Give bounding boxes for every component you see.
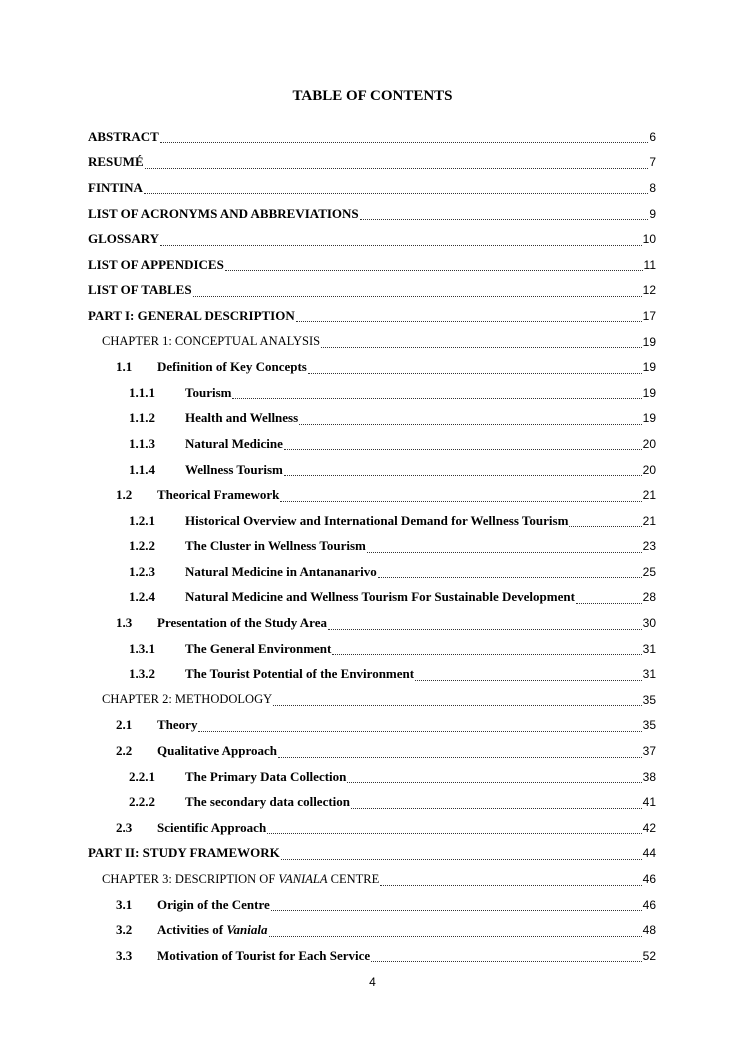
- toc-entry-page: 41: [642, 795, 656, 810]
- toc-entry-number: 1.3: [116, 615, 133, 631]
- toc-entry-page: 8: [649, 180, 656, 195]
- toc-entry-label: LIST OF APPENDICES: [88, 256, 224, 272]
- toc-entry[interactable]: [88, 866, 656, 892]
- toc-entry-page: 28: [642, 590, 656, 605]
- dot-leader: [321, 333, 642, 348]
- dot-leader: [351, 794, 642, 809]
- dot-leader: [273, 691, 642, 706]
- toc-entry-number: 1.1: [116, 359, 133, 375]
- toc-entry-label: FINTINA: [88, 179, 143, 195]
- toc-entry-number: 1.2.2: [129, 538, 155, 554]
- toc-entry[interactable]: [88, 406, 656, 432]
- dot-leader: [569, 512, 641, 527]
- toc-entry-page: 20: [642, 436, 656, 451]
- toc-entry-label: CHAPTER 1: CONCEPTUAL ANALYSIS: [102, 334, 321, 349]
- dot-leader: [299, 410, 641, 425]
- dot-leader: [378, 563, 642, 578]
- toc-entry-number: 3.2: [116, 922, 133, 938]
- toc-list: [88, 124, 656, 969]
- dot-leader: [371, 947, 641, 962]
- toc-entry[interactable]: [88, 943, 656, 969]
- toc-entry-number: 2.3: [116, 819, 133, 835]
- toc-entry-label: Natural Medicine in Antananarivo: [185, 563, 377, 579]
- toc-entry-label: LIST OF ACRONYMS AND ABBREVIATIONS: [88, 205, 359, 221]
- dot-leader: [360, 205, 649, 220]
- toc-entry-number: 1.2.3: [129, 563, 155, 579]
- toc-entry[interactable]: [88, 482, 656, 508]
- toc-entry-page: 31: [642, 641, 656, 656]
- toc-entry-label: PART II: STUDY FRAMEWORK: [88, 845, 280, 861]
- toc-entry-page: 42: [642, 820, 656, 835]
- toc-entry-page: 46: [642, 872, 656, 887]
- toc-entry-page: 46: [642, 897, 656, 912]
- dot-leader: [269, 922, 642, 937]
- toc-entry-page: 31: [642, 667, 656, 682]
- toc-entry-label: CHAPTER 3: DESCRIPTION OF VANIALA CENTRE: [102, 871, 380, 886]
- toc-entry-label: Health and Wellness: [185, 410, 299, 426]
- toc-entry-label: Theory: [157, 717, 198, 733]
- toc-entry[interactable]: [88, 789, 656, 815]
- toc-entry-page: 44: [642, 846, 656, 861]
- toc-entry[interactable]: [88, 764, 656, 790]
- toc-entry-page: 20: [642, 462, 656, 477]
- toc-entry[interactable]: [88, 303, 656, 329]
- toc-entry-number: 1.2.4: [129, 589, 155, 605]
- dot-leader: [280, 487, 641, 502]
- toc-entry[interactable]: [88, 278, 656, 304]
- toc-entry-number: 2.1: [116, 717, 133, 733]
- toc-entry-label: Definition of Key Concepts: [157, 359, 307, 375]
- toc-entry[interactable]: [88, 252, 656, 278]
- toc-entry[interactable]: [88, 201, 656, 227]
- toc-entry-page: 19: [642, 411, 656, 426]
- dot-leader: [145, 154, 649, 169]
- toc-entry-label: ABSTRACT: [88, 128, 159, 144]
- toc-entry-page: 19: [642, 334, 656, 349]
- toc-entry-page: 9: [649, 206, 656, 221]
- dot-leader: [380, 871, 641, 886]
- toc-entry-page: 19: [642, 360, 656, 375]
- toc-entry-page: 6: [649, 129, 656, 144]
- dot-leader: [193, 282, 642, 297]
- toc-entry-page: 23: [642, 539, 656, 554]
- toc-entry-label: The General Environment: [185, 640, 332, 656]
- toc-entry[interactable]: [88, 585, 656, 611]
- toc-entry-page: 12: [642, 283, 656, 298]
- toc-entry[interactable]: [88, 150, 656, 176]
- toc-entry-number: 2.2: [116, 743, 133, 759]
- toc-entry-number: 1.2.1: [129, 512, 155, 528]
- toc-title: TABLE OF CONTENTS: [292, 88, 453, 104]
- toc-entry-number: 1.1.2: [129, 410, 155, 426]
- toc-entry-page: 30: [642, 616, 656, 631]
- toc-entry[interactable]: [88, 457, 656, 483]
- toc-entry-label: RESUMÉ: [88, 154, 144, 170]
- toc-entry-label: Tourism: [185, 384, 232, 400]
- dot-leader: [160, 231, 642, 246]
- toc-entry-label: GLOSSARY: [88, 231, 160, 247]
- toc-entry-label: Motivation of Tourist for Each Service: [157, 947, 371, 963]
- toc-entry-page: 25: [642, 564, 656, 579]
- toc-entry-page: 37: [642, 744, 656, 759]
- toc-entry-number: 1.2: [116, 487, 133, 503]
- dot-leader: [144, 179, 648, 194]
- dot-leader: [367, 538, 642, 553]
- toc-entry-number: 3.1: [116, 896, 133, 912]
- toc-entry-label: Presentation of the Study Area: [157, 615, 327, 631]
- toc-entry-number: 1.3.2: [129, 666, 155, 682]
- toc-entry-number: 1.1.3: [129, 435, 155, 451]
- toc-entry[interactable]: [88, 175, 656, 201]
- dot-leader: [281, 845, 642, 860]
- toc-entry[interactable]: [88, 687, 656, 713]
- toc-entry[interactable]: [88, 713, 656, 739]
- toc-entry-page: 21: [642, 488, 656, 503]
- toc-entry-label: Historical Overview and International Demand for Wellness Tourism: [185, 512, 569, 528]
- dot-leader: [198, 717, 641, 732]
- toc-entry[interactable]: [88, 892, 656, 918]
- toc-entry-page: 48: [642, 923, 656, 938]
- toc-entry-number: 1.1.4: [129, 461, 155, 477]
- toc-entry-label: The secondary data collection: [185, 794, 351, 810]
- toc-entry-number: 2.2.2: [129, 794, 155, 810]
- toc-entry[interactable]: [88, 815, 656, 841]
- dot-leader: [308, 359, 642, 374]
- toc-entry[interactable]: [88, 354, 656, 380]
- dot-leader: [278, 743, 642, 758]
- page-number: 4: [369, 975, 376, 989]
- toc-entry-page: 52: [642, 948, 656, 963]
- toc-entry[interactable]: [88, 636, 656, 662]
- toc-entry[interactable]: [88, 841, 656, 867]
- toc-entry[interactable]: [88, 917, 656, 943]
- toc-entry[interactable]: [88, 610, 656, 636]
- toc-entry-label: Qualitative Approach: [157, 743, 278, 759]
- dot-leader: [284, 435, 642, 450]
- dot-leader: [332, 640, 641, 655]
- toc-entry-page: 17: [642, 308, 656, 323]
- dot-leader: [160, 128, 649, 143]
- dot-leader: [232, 384, 641, 399]
- toc-entry-number: 3.3: [116, 947, 133, 963]
- toc-entry-page: 21: [642, 513, 656, 528]
- toc-entry-label: PART I: GENERAL DESCRIPTION: [88, 307, 295, 323]
- dot-leader: [347, 768, 641, 783]
- dot-leader: [267, 819, 641, 834]
- toc-entry-page: 10: [642, 232, 656, 247]
- toc-entry[interactable]: [88, 738, 656, 764]
- toc-entry-label: LIST OF TABLES: [88, 282, 192, 298]
- dot-leader: [328, 615, 642, 630]
- toc-entry[interactable]: [88, 661, 656, 687]
- dot-leader: [415, 666, 642, 681]
- toc-entry-label: Origin of the Centre: [157, 896, 270, 912]
- toc-entry-number: 2.2.1: [129, 768, 155, 784]
- toc-entry[interactable]: [88, 380, 656, 406]
- toc-entry-label: Natural Medicine and Wellness Tourism For Sustainable Development: [185, 589, 575, 605]
- toc-entry-label: Wellness Tourism: [185, 461, 283, 477]
- toc-entry[interactable]: [88, 226, 656, 252]
- toc-entry[interactable]: [88, 124, 656, 150]
- toc-entry-label: The Cluster in Wellness Tourism: [185, 538, 366, 554]
- toc-entry[interactable]: [88, 431, 656, 457]
- dot-leader: [271, 896, 642, 911]
- toc-entry-label: CHAPTER 2: METHODOLOGY: [102, 692, 273, 707]
- toc-entry-label: The Primary Data Collection: [185, 768, 347, 784]
- toc-entry-page: 19: [642, 385, 656, 400]
- toc-entry-label: Theorical Framework: [157, 487, 280, 503]
- dot-leader: [296, 307, 642, 322]
- toc-entry-label: The Tourist Potential of the Environment: [185, 666, 415, 682]
- dot-leader: [576, 589, 642, 604]
- toc-entry-page: 11: [643, 257, 656, 272]
- toc-entry[interactable]: [88, 508, 656, 534]
- toc-entry-label: Scientific Approach: [157, 819, 267, 835]
- toc-entry-page: 35: [642, 692, 656, 707]
- toc-entry-page: 35: [642, 718, 656, 733]
- toc-entry[interactable]: [88, 329, 656, 355]
- toc-entry-number: 1.1.1: [129, 384, 155, 400]
- toc-entry-label: Natural Medicine: [185, 435, 283, 451]
- toc-entry-page: 7: [649, 155, 656, 170]
- toc-entry[interactable]: [88, 559, 656, 585]
- toc-entry-page: 38: [642, 769, 656, 784]
- dot-leader: [225, 256, 643, 271]
- toc-entry[interactable]: [88, 534, 656, 560]
- dot-leader: [284, 461, 642, 476]
- toc-entry-number: 1.3.1: [129, 640, 155, 656]
- toc-entry-label: Activities of Vaniala: [157, 922, 268, 938]
